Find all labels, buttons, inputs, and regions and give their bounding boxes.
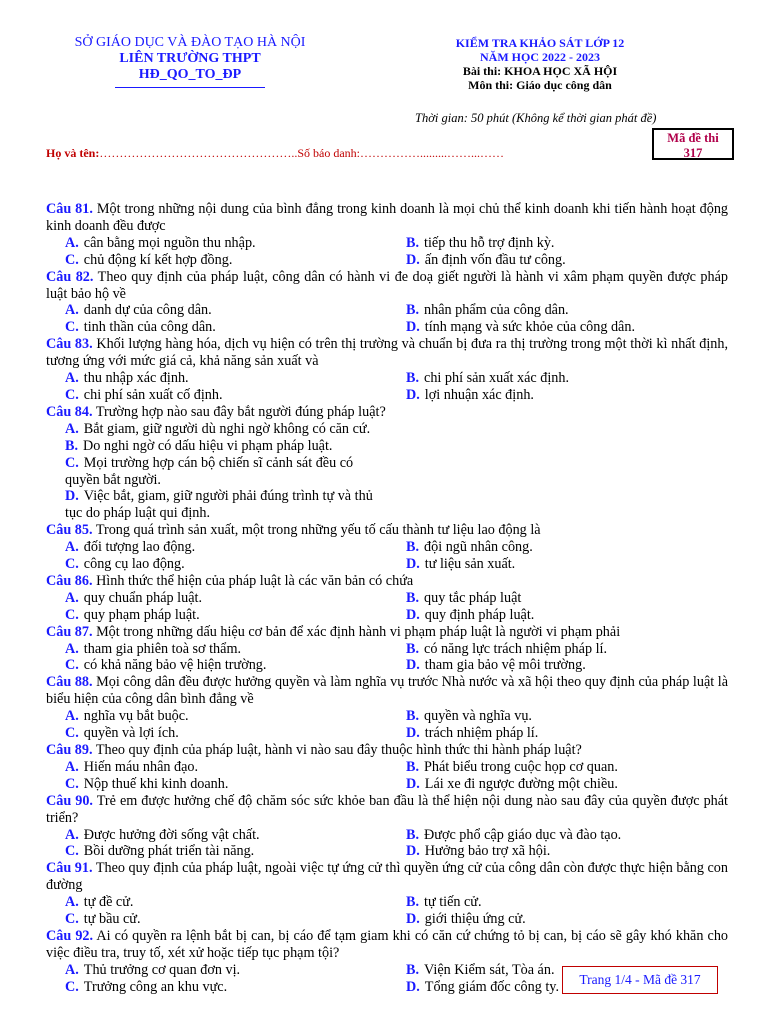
answer-letter: B. — [406, 234, 420, 251]
answer-text: Nộp thuế khi kinh doanh. — [83, 775, 229, 792]
answer-letter: B. — [406, 708, 420, 725]
question-list — [46, 201, 728, 996]
answer-text: Lái xe đi ngược đường một chiều. — [424, 775, 618, 792]
answer-letter: C. — [65, 386, 79, 403]
exam-duration: Thời gian: 50 phút (Không kể thời gian phát đề) — [415, 111, 657, 125]
answer-text: Việc bắt, giam, giữ người phải đúng trình tự và thủ tục do pháp luật qui định. — [65, 488, 373, 522]
answer-letter: A. — [65, 420, 79, 437]
answer-letter: B. — [406, 589, 420, 606]
question-text: Theo quy định của pháp luật, ngoài việc tự ứng cử thì quyền ứng cử của công dân còn được thực hiện bằng con đường — [46, 860, 728, 894]
id-blank: …………….........……...…… — [360, 146, 504, 160]
answer-row — [46, 657, 728, 674]
answer-row — [46, 641, 728, 658]
answer-option — [387, 776, 618, 793]
question-block — [46, 269, 728, 337]
answer-option — [46, 776, 387, 793]
question-number: Câu 87. — [46, 623, 93, 640]
department-name: SỞ GIÁO DỤC VÀ ĐÀO TẠO HÀ NỘI — [74, 35, 306, 50]
question-number: Câu 82. — [46, 268, 94, 285]
answer-text: Hiến máu nhân đạo. — [83, 758, 199, 775]
answer-row — [46, 252, 728, 269]
answer-option — [387, 979, 559, 996]
answer-text: thu nhập xác định. — [83, 370, 189, 387]
question-block — [46, 336, 728, 404]
answer-text: quy tắc pháp luật — [424, 589, 522, 606]
question-stem — [46, 404, 728, 421]
answer-letter: A. — [65, 640, 79, 657]
header-divider — [115, 87, 265, 88]
answer-option — [387, 370, 569, 387]
question-stem — [46, 201, 728, 235]
answer-option — [46, 979, 387, 996]
answer-text: công cụ lao động. — [83, 556, 185, 573]
answer-text: Bắt giam, giữ người dù nghi ngờ không có căn cứ. — [83, 420, 371, 437]
exam-subject-group: Bài thi: KHOA HỌC XÃ HỘI — [462, 64, 618, 78]
answer-letter: D. — [406, 556, 420, 573]
answer-option — [387, 539, 533, 556]
name-label: Họ và tên: — [46, 146, 100, 160]
question-block — [46, 793, 728, 861]
answer-text: Trưởng công an khu vực. — [83, 978, 228, 995]
answer-letter: C. — [65, 978, 79, 995]
answer-text: nghĩa vụ bắt buộc. — [83, 708, 189, 725]
question-block — [46, 573, 728, 624]
question-block — [46, 624, 728, 675]
question-number: Câu 86. — [46, 572, 93, 589]
school-year: NĂM HỌC 2022 - 2023 — [480, 50, 600, 64]
answer-letter: B. — [406, 640, 420, 657]
answer-letter: C. — [65, 606, 79, 623]
answer-option — [46, 488, 387, 522]
answer-option — [46, 759, 387, 776]
id-label: Số báo danh: — [297, 146, 360, 160]
answer-row — [46, 827, 728, 844]
question-text: Một trong những nội dung của bình đẳng trong kinh doanh là mọi chủ thể kinh doanh khi tiến hành hoạt động kinh doanh đều được — [46, 201, 729, 234]
question-number: Câu 89. — [46, 742, 93, 758]
answer-text: Được phổ cập giáo dục và đào tạo. — [424, 826, 622, 843]
answer-text: tiếp thu hỗ trợ định kỳ. — [424, 234, 555, 251]
question-text: Theo quy định của pháp luật, công dân có hành vi đe doạ giết người là hành vi xâm phạm quyền được pháp luật bảo hộ về — [46, 268, 728, 302]
answer-row — [46, 556, 728, 573]
answer-text: quy chuẩn pháp luật. — [83, 589, 202, 606]
answer-option — [46, 894, 387, 911]
exam-code-box — [652, 128, 734, 160]
answer-letter: C. — [65, 911, 79, 928]
answer-letter: A. — [65, 961, 79, 978]
answer-option — [46, 725, 387, 742]
question-text: Trong quá trình sản xuất, một trong những yếu tố cấu thành tư liệu lao động là — [95, 522, 541, 539]
answer-row — [46, 455, 728, 489]
answer-option — [46, 455, 387, 489]
answer-option — [387, 962, 555, 979]
question-number: Câu 90. — [46, 792, 93, 809]
answer-option — [46, 590, 387, 607]
answer-letter: A. — [65, 894, 79, 911]
question-number: Câu 81. — [46, 201, 93, 217]
answer-text: tự đề cử. — [83, 894, 134, 911]
answer-letter: D. — [406, 911, 420, 928]
question-stem — [46, 860, 728, 894]
answer-text: có năng lực trách nhiệm pháp lí. — [424, 640, 608, 657]
answer-letter: D. — [406, 386, 420, 403]
answer-text: đội ngũ nhân công. — [424, 539, 533, 556]
answer-option — [387, 894, 482, 911]
answer-letter: D. — [406, 319, 420, 336]
answer-option — [387, 556, 515, 573]
answer-option — [46, 657, 387, 674]
question-number: Câu 88. — [46, 674, 93, 691]
answer-option — [46, 252, 387, 269]
answer-text: giới thiệu ứng cử. — [424, 911, 526, 928]
answer-letter: D. — [406, 606, 420, 623]
answer-text: tinh thần của công dân. — [83, 319, 216, 336]
answer-text: quyền và nghĩa vụ. — [424, 708, 532, 725]
question-stem — [46, 742, 728, 759]
answer-option — [387, 590, 521, 607]
question-stem — [46, 793, 728, 827]
question-stem — [46, 928, 728, 962]
answer-row — [46, 370, 728, 387]
answer-text: danh dự của công dân. — [83, 302, 212, 319]
school-header — [40, 35, 340, 88]
answer-option — [387, 235, 554, 252]
answer-option — [46, 387, 387, 404]
answer-option — [46, 641, 387, 658]
answer-letter: A. — [65, 539, 79, 556]
answer-letter: B. — [65, 437, 79, 454]
answer-letter: B. — [406, 826, 420, 843]
answer-letter: A. — [65, 234, 79, 251]
answer-text: cân bằng mọi nguồn thu nhập. — [83, 234, 256, 251]
answer-row — [46, 302, 728, 319]
answer-option — [46, 319, 387, 336]
answer-text: Do nghi ngờ có dấu hiệu vi phạm pháp luật. — [83, 437, 333, 454]
answer-option — [46, 370, 387, 387]
answer-option — [46, 235, 387, 252]
answer-text: Mọi trường hợp cán bộ chiến sĩ cảnh sát đều có quyền bắt người. — [65, 454, 354, 488]
answer-option — [387, 302, 569, 319]
answer-letter: B. — [406, 758, 420, 775]
answer-row — [46, 235, 728, 252]
question-stem — [46, 674, 728, 708]
answer-option — [46, 556, 387, 573]
answer-option — [46, 962, 387, 979]
student-info — [46, 146, 504, 161]
question-number: Câu 83. — [46, 336, 93, 353]
answer-letter: A. — [65, 370, 79, 387]
answer-text: quy phạm pháp luật. — [83, 606, 200, 623]
answer-option — [387, 725, 538, 742]
question-text: Khối lượng hàng hóa, dịch vụ hiện có trên thị trường và chuẩn bị đưa ra thị trường trong một thời kì nhất định, tương ứng với mức giá cả, khả năng sản xuất và — [46, 336, 729, 370]
question-text: Mọi công dân đều được hưởng quyền và làm nghĩa vụ trước Nhà nước và xã hội theo quy định của pháp luật là biểu hiện của công dân bình đẳng về — [46, 674, 729, 708]
answer-letter: A. — [65, 589, 79, 606]
answer-letter: B. — [406, 302, 420, 319]
answer-letter: B. — [406, 539, 420, 556]
answer-text: tham gia bảo vệ môi trường. — [424, 657, 586, 674]
answer-text: đối tượng lao động. — [83, 539, 196, 556]
answer-option — [387, 387, 534, 404]
answer-row — [46, 607, 728, 624]
answer-letter: C. — [65, 725, 79, 742]
answer-option — [387, 657, 586, 674]
answer-option — [387, 759, 618, 776]
answer-option — [387, 641, 607, 658]
answer-row — [46, 421, 728, 438]
answer-row — [46, 759, 728, 776]
question-text: Trẻ em được hưởng chế độ chăm sóc sức khỏe ban đầu là thể hiện nội dung nào sau đây của quyền được phát triển? — [46, 792, 728, 826]
answer-letter: A. — [65, 826, 79, 843]
answer-text: Hưởng bảo trợ xã hội. — [424, 843, 551, 860]
answer-text: Tổng giám đốc công ty. — [424, 978, 560, 995]
exam-header — [400, 36, 680, 92]
answer-row — [46, 438, 728, 455]
question-text: Một trong những dấu hiệu cơ bản để xác định hành vi phạm pháp luật là người vi phạm phải — [96, 623, 621, 640]
school-name: LIÊN TRƯỜNG THPT — [119, 51, 261, 66]
answer-option — [387, 911, 526, 928]
answer-option — [387, 319, 635, 336]
question-number: Câu 91. — [46, 860, 93, 877]
question-number: Câu 92. — [46, 927, 94, 944]
answer-row — [46, 539, 728, 556]
question-stem — [46, 336, 728, 370]
answer-letter: C. — [65, 556, 79, 573]
answer-text: chủ động kí kết hợp đồng. — [83, 251, 233, 268]
answer-row — [46, 488, 728, 522]
answer-option — [387, 607, 534, 624]
answer-text: Phát biểu trong cuộc họp cơ quan. — [424, 758, 618, 775]
answer-letter: B. — [406, 370, 420, 387]
school-code: HĐ_QO_TO_ĐP — [138, 67, 242, 82]
answer-letter: A. — [65, 708, 79, 725]
answer-text: chi phí sản xuất xác định. — [424, 370, 570, 387]
answer-text: nhân phẩm của công dân. — [424, 302, 569, 319]
answer-text: Thủ trưởng cơ quan đơn vị. — [83, 961, 241, 978]
question-text: Theo quy định của pháp luật, hành vi nào sau đây thuộc hình thức thi hành pháp luật? — [95, 742, 582, 758]
question-number: Câu 84. — [46, 403, 93, 420]
question-stem — [46, 624, 728, 641]
exam-code: 317 — [683, 146, 703, 160]
answer-option — [387, 827, 621, 844]
exam-subject: Môn thi: Giáo dục công dân — [468, 78, 612, 92]
answer-text: tính mạng và sức khỏe của công dân. — [424, 319, 635, 336]
answer-letter: A. — [65, 758, 79, 775]
answer-letter: D. — [65, 488, 79, 505]
page-footer: Trang 1/4 - Mã đề 317 — [562, 966, 718, 994]
answer-text: tham gia phiên toà sơ thẩm. — [83, 640, 242, 657]
answer-option — [46, 607, 387, 624]
answer-letter: C. — [65, 843, 79, 860]
answer-option — [387, 708, 532, 725]
question-block — [46, 674, 728, 742]
answer-letter: D. — [406, 657, 420, 674]
answer-letter: D. — [406, 725, 420, 742]
question-text: Hình thức thể hiện của pháp luật là các văn bản có chứa — [96, 572, 414, 589]
answer-letter: B. — [406, 894, 420, 911]
answer-row — [46, 319, 728, 336]
answer-text: tự bầu cử. — [83, 911, 141, 928]
answer-letter: C. — [65, 657, 79, 674]
answer-text: lợi nhuận xác định. — [424, 386, 534, 403]
answer-text: Viện Kiểm sát, Tòa án. — [424, 961, 555, 978]
answer-row — [46, 590, 728, 607]
answer-text: tư liệu sản xuất. — [424, 556, 516, 573]
answer-text: có khả năng bảo vệ hiện trường. — [83, 657, 267, 674]
question-stem — [46, 573, 728, 590]
answer-option — [46, 438, 387, 455]
answer-option — [46, 843, 387, 860]
answer-row — [46, 387, 728, 404]
answer-letter: C. — [65, 775, 79, 792]
question-block — [46, 201, 728, 269]
answer-letter: A. — [65, 302, 79, 319]
answer-option — [46, 421, 387, 438]
question-stem — [46, 522, 728, 539]
answer-row — [46, 911, 728, 928]
answer-letter: D. — [406, 978, 420, 995]
answer-row — [46, 708, 728, 725]
answer-option — [46, 827, 387, 844]
answer-text: Được hưởng đời sống vật chất. — [83, 826, 260, 843]
answer-text: trách nhiệm pháp lí. — [424, 725, 539, 742]
exam-code-label: Mã đề thi — [667, 131, 719, 145]
answer-row — [46, 725, 728, 742]
answer-letter: B. — [406, 961, 420, 978]
answer-letter: C. — [65, 251, 79, 268]
answer-text: tự tiến cử. — [424, 894, 482, 911]
answer-option — [46, 539, 387, 556]
answer-letter: C. — [65, 454, 79, 471]
answer-option — [46, 911, 387, 928]
answer-row — [46, 776, 728, 793]
answer-option — [387, 252, 566, 269]
answer-text: ấn định vốn đầu tư công. — [424, 251, 566, 268]
answer-letter: D. — [406, 843, 420, 860]
answer-row — [46, 894, 728, 911]
answer-text: Bồi dưỡng phát triển tài năng. — [83, 843, 255, 860]
answer-option — [46, 708, 387, 725]
answer-text: chi phí sản xuất cố định. — [83, 386, 223, 403]
question-block — [46, 522, 728, 573]
answer-option — [387, 843, 550, 860]
question-block — [46, 860, 728, 928]
question-block — [46, 404, 728, 522]
answer-letter: D. — [406, 775, 420, 792]
answer-text: quy định pháp luật. — [424, 606, 535, 623]
answer-letter: D. — [406, 251, 420, 268]
question-text: Trường hợp nào sau đây bắt người đúng pháp luật? — [95, 403, 386, 420]
question-text: Ai có quyền ra lệnh bắt bị can, bị cáo để tạm giam khi có căn cứ chứng tỏ bị can, bị cáo sẽ gây khó khăn cho việc điều tra, truy tố, xét xử hoặc tiếp tục phạm tội? — [46, 927, 729, 961]
question-block — [46, 742, 728, 793]
name-blank: ………………………………………….. — [99, 146, 298, 160]
question-number: Câu 85. — [46, 522, 93, 539]
answer-text: quyền và lợi ích. — [83, 725, 179, 742]
answer-letter: C. — [65, 319, 79, 336]
answer-row — [46, 843, 728, 860]
exam-title: KIỂM TRA KHẢO SÁT LỚP 12 — [455, 36, 625, 50]
question-stem — [46, 269, 728, 303]
answer-option — [46, 302, 387, 319]
